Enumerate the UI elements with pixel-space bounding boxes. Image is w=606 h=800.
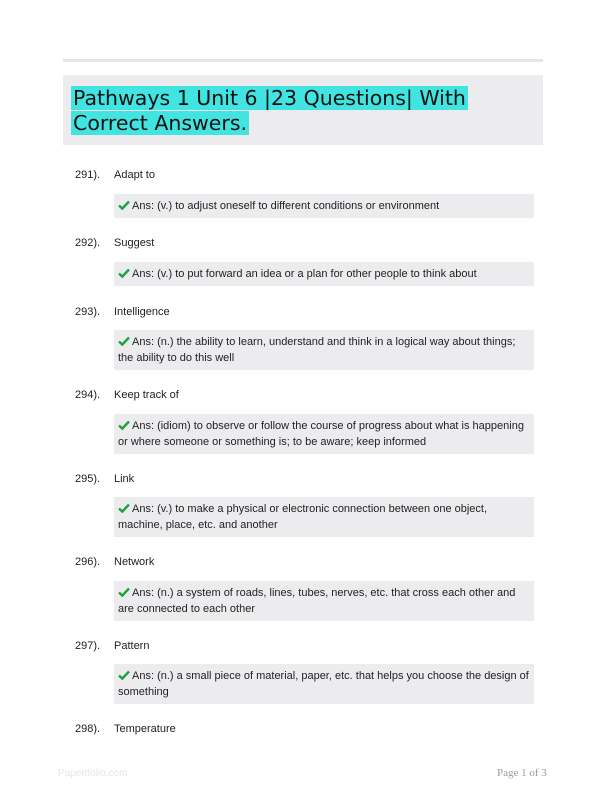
answer-text: Ans: (n.) the ability to learn, understand and think in a logical way about things; the ability to do this well <box>118 336 516 364</box>
answer-box <box>114 497 534 537</box>
answer-box <box>114 664 534 704</box>
answer-box <box>114 194 534 218</box>
question-term: Suggest <box>114 237 155 249</box>
checkmark-icon <box>118 503 130 513</box>
question-term: Intelligence <box>114 306 170 318</box>
answer-box <box>114 414 534 454</box>
question-number: 296). <box>75 556 101 568</box>
answer-text: Ans: (v.) to make a physical or electronic connection between one object, machine, place, etc. and another <box>118 503 488 531</box>
question-number: 298). <box>75 723 101 735</box>
checkmark-icon <box>118 420 130 430</box>
page-number: Page 1 of 3 <box>497 767 547 779</box>
question-term: Adapt to <box>114 169 155 181</box>
checkmark-icon <box>118 587 130 597</box>
question-term: Temperature <box>114 723 176 735</box>
question-term: Network <box>114 556 155 568</box>
checkmark-icon <box>118 670 130 680</box>
top-divider <box>63 59 543 62</box>
question-term: Link <box>114 473 135 485</box>
footer-watermark: Papertfolio.com <box>58 768 128 779</box>
answer-box <box>114 330 534 370</box>
question-term: Pattern <box>114 640 150 652</box>
answer-text: Ans: (v.) to adjust oneself to different conditions or environment <box>132 200 440 212</box>
answer-text: Ans: (v.) to put forward an idea or a plan for other people to think about <box>132 268 477 280</box>
page-title: Pathways 1 Unit 6 |23 Questions| With Correct Answers. <box>73 86 466 135</box>
question-number: 291). <box>75 169 101 181</box>
question-number: 294). <box>75 389 101 401</box>
checkmark-icon <box>118 268 130 278</box>
answer-text: Ans: (idiom) to observe or follow the course of progress about what is happening or where someone or something is; to be aware; keep informed <box>118 420 524 448</box>
question-number: 295). <box>75 473 101 485</box>
answer-box <box>114 581 534 621</box>
question-number: 292). <box>75 237 101 249</box>
answer-box <box>114 262 534 286</box>
answer-text: Ans: (n.) a system of roads, lines, tubes, nerves, etc. that cross each other and are connected to each other <box>118 587 516 615</box>
checkmark-icon <box>118 336 130 346</box>
answer-text: Ans: (n.) a small piece of material, paper, etc. that helps you choose the design of something <box>118 670 529 698</box>
question-number: 297). <box>75 640 101 652</box>
question-term: Keep track of <box>114 389 179 401</box>
checkmark-icon <box>118 200 130 210</box>
question-number: 293). <box>75 306 101 318</box>
